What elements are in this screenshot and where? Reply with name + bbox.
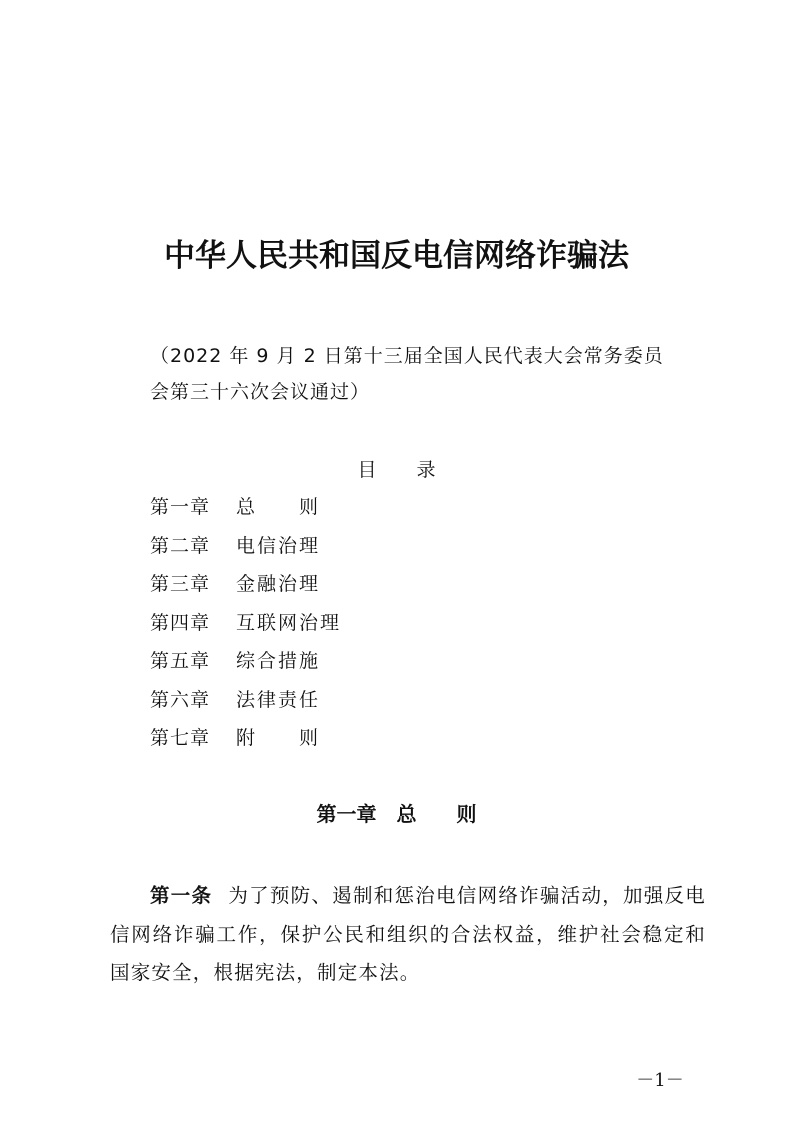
toc-heading-part1: 目 bbox=[357, 459, 377, 481]
article-number: 第一条 bbox=[150, 884, 213, 907]
toc-chapter-name: 法律责任 bbox=[236, 688, 321, 711]
chapter-heading: 第一章 总 则 bbox=[316, 802, 477, 826]
toc-chapter-number: 第二章 bbox=[150, 534, 211, 557]
toc-chapter-number: 第一章 bbox=[150, 496, 211, 518]
toc-chapter-name: 综合措施 bbox=[236, 650, 321, 672]
toc-item bbox=[150, 608, 550, 647]
page-number: －1－ bbox=[636, 1070, 684, 1091]
article-text: 为了预防、遏制和惩治电信网络诈骗活动，加强反电信网络诈骗工作，保护公民和组织的合法权益，维护社会稳定和国家安全，根据宪法，制定本法。 bbox=[110, 884, 706, 984]
toc-chapter-name: 电信治理 bbox=[236, 534, 321, 557]
toc-item bbox=[150, 646, 550, 685]
toc-chapter-number: 第四章 bbox=[150, 611, 211, 634]
table-of-contents bbox=[150, 492, 550, 762]
toc-chapter-name: 总 则 bbox=[236, 496, 321, 518]
article-paragraph bbox=[110, 877, 706, 993]
document-title: 中华人民共和国反电信网络诈骗法 bbox=[164, 238, 629, 274]
toc-chapter-name: 互联网治理 bbox=[236, 611, 342, 634]
toc-item bbox=[150, 492, 550, 531]
toc-chapter-number: 第七章 bbox=[150, 727, 211, 749]
toc-heading-part2: 录 bbox=[416, 459, 436, 481]
adoption-note: （2022 年 9 月 2 日第十三届全国人民代表大会常务委员会第三十六次会议通过） bbox=[150, 345, 664, 403]
toc-chapter-name: 金融治理 bbox=[236, 573, 321, 595]
toc-item bbox=[150, 723, 550, 762]
toc-item bbox=[150, 569, 550, 608]
toc-item bbox=[150, 531, 550, 570]
toc-item bbox=[150, 685, 550, 724]
toc-chapter-number: 第三章 bbox=[150, 573, 211, 595]
toc-chapter-number: 第五章 bbox=[150, 650, 211, 672]
toc-heading bbox=[0, 456, 793, 484]
toc-chapter-name: 附 则 bbox=[236, 727, 321, 749]
toc-chapter-number: 第六章 bbox=[150, 688, 211, 711]
